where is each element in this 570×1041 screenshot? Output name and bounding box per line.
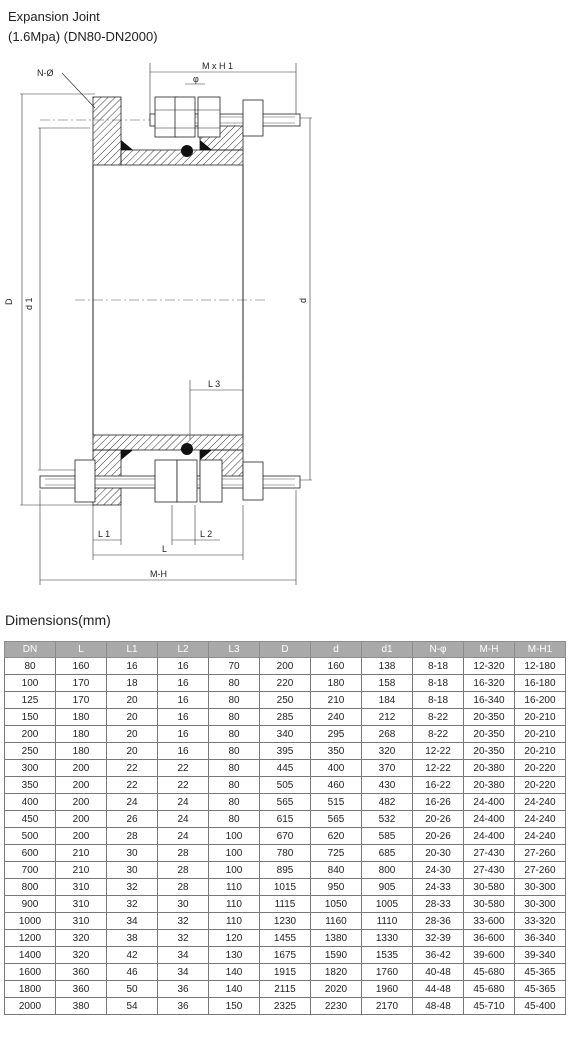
table-cell: 16-340 [464, 692, 515, 709]
table-cell: 160 [311, 658, 362, 675]
table-cell: 100 [209, 828, 260, 845]
expansion-joint-drawing [0, 50, 570, 590]
table-cell: 285 [260, 709, 311, 726]
table-cell: 905 [362, 879, 413, 896]
table-cell: 2020 [311, 981, 362, 998]
table-cell: 160 [56, 658, 107, 675]
column-header: DN [5, 642, 56, 658]
table-row [5, 879, 566, 896]
table-cell: 210 [56, 845, 107, 862]
table-cell: 310 [56, 879, 107, 896]
table-cell: 110 [209, 879, 260, 896]
table-cell: 1000 [5, 913, 56, 930]
table-cell: 220 [260, 675, 311, 692]
label-n-phi: N-Ø [37, 68, 54, 78]
table-cell: 40-48 [413, 964, 464, 981]
table-cell: 180 [56, 743, 107, 760]
table-cell: 180 [56, 726, 107, 743]
table-cell: 28-33 [413, 896, 464, 913]
table-cell: 12-22 [413, 743, 464, 760]
column-header: L3 [209, 642, 260, 658]
table-cell: 200 [56, 760, 107, 777]
table-cell: 380 [56, 998, 107, 1015]
table-cell: 120 [209, 930, 260, 947]
table-cell: 360 [56, 964, 107, 981]
table-cell: 2115 [260, 981, 311, 998]
table-cell: 532 [362, 811, 413, 828]
table-row [5, 658, 566, 675]
table-cell: 32 [158, 913, 209, 930]
table-row [5, 777, 566, 794]
table-cell: 500 [5, 828, 56, 845]
table-cell: 1675 [260, 947, 311, 964]
table-cell: 1230 [260, 913, 311, 930]
table-cell: 400 [311, 760, 362, 777]
table-cell: 240 [311, 709, 362, 726]
table-cell: 20-26 [413, 828, 464, 845]
table-row [5, 726, 566, 743]
table-cell: 8-18 [413, 692, 464, 709]
table-cell: 200 [56, 777, 107, 794]
table-cell: 140 [209, 981, 260, 998]
table-row [5, 692, 566, 709]
table-cell: 2170 [362, 998, 413, 1015]
table-cell: 45-365 [515, 981, 566, 998]
table-cell: 20-220 [515, 777, 566, 794]
table-cell: 505 [260, 777, 311, 794]
table-cell: 212 [362, 709, 413, 726]
column-header: L1 [107, 642, 158, 658]
table-cell: 24-240 [515, 828, 566, 845]
table-row [5, 811, 566, 828]
table-cell: 150 [5, 709, 56, 726]
table-cell: 184 [362, 692, 413, 709]
label-m-x-h1: M x H 1 [202, 61, 234, 71]
table-cell: 300 [5, 760, 56, 777]
table-cell: 39-340 [515, 947, 566, 964]
table-cell: 30-580 [464, 896, 515, 913]
table-cell: 725 [311, 845, 362, 862]
table-cell: 28 [107, 828, 158, 845]
table-cell: 12-320 [464, 658, 515, 675]
table-cell: 8-18 [413, 675, 464, 692]
column-header: D [260, 642, 311, 658]
table-cell: 24-240 [515, 794, 566, 811]
table-cell: 1960 [362, 981, 413, 998]
table-cell: 1200 [5, 930, 56, 947]
table-cell: 180 [56, 709, 107, 726]
table-cell: 16-320 [464, 675, 515, 692]
table-cell: 1400 [5, 947, 56, 964]
table-cell: 24-400 [464, 828, 515, 845]
table-cell: 800 [5, 879, 56, 896]
table-cell: 24 [158, 828, 209, 845]
label-phi: φ [193, 74, 199, 84]
table-cell: 200 [56, 794, 107, 811]
table-cell: 32-39 [413, 930, 464, 947]
table-cell: 20-210 [515, 743, 566, 760]
table-cell: 320 [362, 743, 413, 760]
label-d: d [298, 297, 308, 303]
table-row [5, 947, 566, 964]
table-cell: 22 [107, 777, 158, 794]
table-cell: 80 [209, 709, 260, 726]
table-cell: 80 [5, 658, 56, 675]
table-cell: 1535 [362, 947, 413, 964]
table-cell: 1160 [311, 913, 362, 930]
table-cell: 20-26 [413, 811, 464, 828]
table-cell: 20 [107, 743, 158, 760]
table-row [5, 760, 566, 777]
table-cell: 370 [362, 760, 413, 777]
table-cell: 80 [209, 760, 260, 777]
table-cell: 310 [56, 913, 107, 930]
table-cell: 895 [260, 862, 311, 879]
table-row [5, 981, 566, 998]
table-row [5, 794, 566, 811]
table-cell: 45-365 [515, 964, 566, 981]
table-cell: 27-430 [464, 845, 515, 862]
table-cell: 20-30 [413, 845, 464, 862]
table-cell: 54 [107, 998, 158, 1015]
table-cell: 515 [311, 794, 362, 811]
table-cell: 670 [260, 828, 311, 845]
table-cell: 100 [5, 675, 56, 692]
table-cell: 20-380 [464, 777, 515, 794]
table-cell: 22 [107, 760, 158, 777]
table-cell: 1330 [362, 930, 413, 947]
table-cell: 100 [209, 862, 260, 879]
table-cell: 20-380 [464, 760, 515, 777]
table-cell: 36-600 [464, 930, 515, 947]
table-cell: 130 [209, 947, 260, 964]
table-cell: 80 [209, 726, 260, 743]
table-cell: 38 [107, 930, 158, 947]
table-cell: 200 [56, 828, 107, 845]
table-cell: 80 [209, 811, 260, 828]
table-cell: 28 [158, 862, 209, 879]
label-L3: L 3 [208, 379, 221, 389]
table-cell: 32 [107, 879, 158, 896]
table-cell: 585 [362, 828, 413, 845]
table-cell: 36 [158, 998, 209, 1015]
table-cell: 20-350 [464, 726, 515, 743]
table-header-row [5, 642, 566, 658]
table-cell: 33-600 [464, 913, 515, 930]
table-cell: 30 [107, 845, 158, 862]
table-cell: 36-42 [413, 947, 464, 964]
table-cell: 34 [107, 913, 158, 930]
table-cell: 125 [5, 692, 56, 709]
table-cell: 45-400 [515, 998, 566, 1015]
table-cell: 16-22 [413, 777, 464, 794]
table-cell: 70 [209, 658, 260, 675]
table-cell: 45-680 [464, 964, 515, 981]
table-cell: 20 [107, 726, 158, 743]
table-cell: 24 [158, 811, 209, 828]
table-cell: 8-22 [413, 709, 464, 726]
table-cell: 2230 [311, 998, 362, 1015]
table-cell: 30-300 [515, 896, 566, 913]
table-cell: 27-260 [515, 862, 566, 879]
table-cell: 24-400 [464, 794, 515, 811]
table-cell: 24-30 [413, 862, 464, 879]
table-cell: 360 [56, 981, 107, 998]
table-cell: 210 [56, 862, 107, 879]
table-row [5, 845, 566, 862]
table-cell: 1005 [362, 896, 413, 913]
label-L: L [162, 544, 168, 554]
table-cell: 16-180 [515, 675, 566, 692]
table-cell: 80 [209, 794, 260, 811]
table-cell: 36 [158, 981, 209, 998]
table-cell: 460 [311, 777, 362, 794]
label-D: D [4, 298, 14, 305]
label-d1: d 1 [24, 297, 34, 310]
table-cell: 150 [209, 998, 260, 1015]
table-cell: 210 [311, 692, 362, 709]
table-cell: 16 [158, 675, 209, 692]
table-cell: 700 [5, 862, 56, 879]
table-cell: 24-400 [464, 811, 515, 828]
table-cell: 34 [158, 964, 209, 981]
table-cell: 12-180 [515, 658, 566, 675]
dimensions-heading: Dimensions(mm) [5, 612, 111, 628]
table-body [5, 658, 566, 1015]
table-cell: 800 [362, 862, 413, 879]
table-cell: 27-430 [464, 862, 515, 879]
table-cell: 350 [5, 777, 56, 794]
table-row [5, 828, 566, 845]
table-cell: 110 [209, 896, 260, 913]
table-cell: 180 [311, 675, 362, 692]
table-cell: 20 [107, 709, 158, 726]
table-cell: 685 [362, 845, 413, 862]
label-MH: M-H [150, 569, 167, 579]
table-cell: 12-22 [413, 760, 464, 777]
table-cell: 250 [260, 692, 311, 709]
table-cell: 8-22 [413, 726, 464, 743]
table-cell: 39-600 [464, 947, 515, 964]
table-cell: 1915 [260, 964, 311, 981]
table-row [5, 998, 566, 1015]
table-cell: 1015 [260, 879, 311, 896]
table-cell: 1760 [362, 964, 413, 981]
table-cell: 200 [5, 726, 56, 743]
table-cell: 170 [56, 675, 107, 692]
table-cell: 250 [5, 743, 56, 760]
table-cell: 1455 [260, 930, 311, 947]
table-row [5, 964, 566, 981]
table-cell: 45-710 [464, 998, 515, 1015]
table-cell: 27-260 [515, 845, 566, 862]
table-cell: 450 [5, 811, 56, 828]
table-cell: 44-48 [413, 981, 464, 998]
table-row [5, 930, 566, 947]
table-cell: 28 [158, 879, 209, 896]
table-cell: 200 [56, 811, 107, 828]
table-cell: 16 [158, 692, 209, 709]
table-cell: 22 [158, 777, 209, 794]
table-cell: 1590 [311, 947, 362, 964]
table-cell: 565 [311, 811, 362, 828]
table-cell: 600 [5, 845, 56, 862]
table-cell: 900 [5, 896, 56, 913]
table-cell: 30 [158, 896, 209, 913]
table-cell: 1800 [5, 981, 56, 998]
dimensions-table [4, 641, 566, 1015]
table-cell: 80 [209, 675, 260, 692]
table-cell: 20-210 [515, 709, 566, 726]
column-header: d [311, 642, 362, 658]
table-cell: 24 [107, 794, 158, 811]
column-header: L2 [158, 642, 209, 658]
table-cell: 395 [260, 743, 311, 760]
table-cell: 310 [56, 896, 107, 913]
table-cell: 400 [5, 794, 56, 811]
table-cell: 80 [209, 743, 260, 760]
table-cell: 42 [107, 947, 158, 964]
table-row [5, 896, 566, 913]
table-cell: 16-200 [515, 692, 566, 709]
table-cell: 28-36 [413, 913, 464, 930]
table-cell: 158 [362, 675, 413, 692]
table-cell: 1820 [311, 964, 362, 981]
label-L1: L 1 [98, 529, 111, 539]
table-cell: 32 [158, 930, 209, 947]
table-cell: 565 [260, 794, 311, 811]
table-cell: 170 [56, 692, 107, 709]
document-subtitle: (1.6Mpa) (DN80-DN2000) [8, 29, 158, 44]
label-L2: L 2 [200, 529, 213, 539]
document-title: Expansion Joint [8, 9, 100, 24]
table-cell: 320 [56, 947, 107, 964]
table-cell: 840 [311, 862, 362, 879]
table-cell: 20 [107, 692, 158, 709]
table-cell: 22 [158, 760, 209, 777]
table-cell: 430 [362, 777, 413, 794]
table-cell: 780 [260, 845, 311, 862]
table-cell: 16 [158, 743, 209, 760]
table-cell: 16 [158, 709, 209, 726]
table-cell: 1050 [311, 896, 362, 913]
table-cell: 24-240 [515, 811, 566, 828]
table-cell: 26 [107, 811, 158, 828]
table-cell: 16 [107, 658, 158, 675]
table-cell: 350 [311, 743, 362, 760]
table-cell: 615 [260, 811, 311, 828]
table-cell: 950 [311, 879, 362, 896]
table-cell: 340 [260, 726, 311, 743]
table-cell: 140 [209, 964, 260, 981]
table-cell: 24 [158, 794, 209, 811]
table-cell: 30-300 [515, 879, 566, 896]
table-cell: 620 [311, 828, 362, 845]
table-row [5, 709, 566, 726]
table-cell: 1600 [5, 964, 56, 981]
table-cell: 268 [362, 726, 413, 743]
table-cell: 20-220 [515, 760, 566, 777]
table-row [5, 862, 566, 879]
table-cell: 32 [107, 896, 158, 913]
column-header: d1 [362, 642, 413, 658]
table-row [5, 675, 566, 692]
table-cell: 30 [107, 862, 158, 879]
table-cell: 24-33 [413, 879, 464, 896]
table-cell: 46 [107, 964, 158, 981]
table-cell: 36-340 [515, 930, 566, 947]
table-cell: 295 [311, 726, 362, 743]
table-cell: 20-350 [464, 709, 515, 726]
table-cell: 16-26 [413, 794, 464, 811]
table-cell: 20-210 [515, 726, 566, 743]
table-cell: 20-350 [464, 743, 515, 760]
table-cell: 320 [56, 930, 107, 947]
table-cell: 8-18 [413, 658, 464, 675]
table-cell: 50 [107, 981, 158, 998]
table-cell: 45-680 [464, 981, 515, 998]
table-cell: 482 [362, 794, 413, 811]
table-cell: 138 [362, 658, 413, 675]
column-header: L [56, 642, 107, 658]
table-cell: 445 [260, 760, 311, 777]
table-cell: 2325 [260, 998, 311, 1015]
table-row [5, 743, 566, 760]
table-cell: 16 [158, 726, 209, 743]
table-cell: 34 [158, 947, 209, 964]
table-cell: 30-580 [464, 879, 515, 896]
table-cell: 100 [209, 845, 260, 862]
table-cell: 80 [209, 692, 260, 709]
table-cell: 33-320 [515, 913, 566, 930]
column-header: N-φ [413, 642, 464, 658]
table-cell: 200 [260, 658, 311, 675]
table-cell: 80 [209, 777, 260, 794]
table-cell: 16 [158, 658, 209, 675]
column-header: M-H1 [515, 642, 566, 658]
table-row [5, 913, 566, 930]
table-cell: 1380 [311, 930, 362, 947]
table-cell: 110 [209, 913, 260, 930]
table-cell: 48-48 [413, 998, 464, 1015]
table-cell: 1110 [362, 913, 413, 930]
table-cell: 2000 [5, 998, 56, 1015]
table-cell: 18 [107, 675, 158, 692]
column-header: M-H [464, 642, 515, 658]
table-cell: 1115 [260, 896, 311, 913]
table-cell: 28 [158, 845, 209, 862]
